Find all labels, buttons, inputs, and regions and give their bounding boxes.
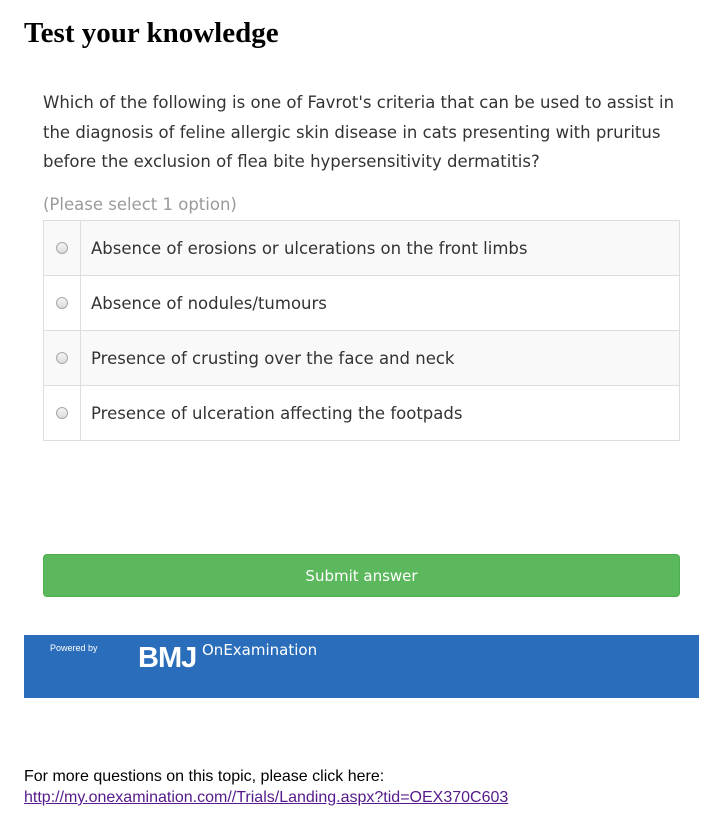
radio-cell bbox=[44, 331, 81, 385]
bmj-logo: BMJ bbox=[138, 642, 197, 674]
select-hint: (Please select 1 option) bbox=[43, 195, 237, 214]
option-row[interactable] bbox=[44, 385, 679, 440]
brand-name: OnExamination bbox=[202, 641, 318, 659]
option-label[interactable]: Absence of nodules/tumours bbox=[91, 293, 327, 313]
options-table bbox=[43, 220, 680, 441]
option-row[interactable] bbox=[44, 275, 679, 330]
radio-button[interactable] bbox=[56, 407, 68, 419]
radio-cell bbox=[44, 221, 81, 275]
radio-button[interactable] bbox=[56, 352, 68, 364]
option-label[interactable]: Presence of crusting over the face and neck bbox=[91, 348, 455, 368]
radio-cell bbox=[44, 386, 81, 440]
submit-answer-button[interactable]: Submit answer bbox=[43, 554, 680, 597]
powered-by-label: Powered by bbox=[50, 643, 98, 653]
radio-cell bbox=[44, 276, 81, 330]
option-row[interactable] bbox=[44, 330, 679, 385]
option-label[interactable]: Absence of erosions or ulcerations on the front limbs bbox=[91, 238, 528, 258]
radio-button[interactable] bbox=[56, 242, 68, 254]
more-questions-link[interactable]: http://my.onexamination.com//Trials/Landing.aspx?tid=OEX370C603 bbox=[24, 789, 509, 806]
question-text: Which of the following is one of Favrot's criteria that can be used to assist in the diagnosis of feline allergic skin disease in cats presenting with pruritus before the exclusion of flea bite hypersensitivity dermatitis? bbox=[43, 93, 675, 171]
page-title: Test your knowledge bbox=[24, 17, 279, 49]
powered-by-banner[interactable] bbox=[24, 635, 699, 698]
radio-button[interactable] bbox=[56, 297, 68, 309]
option-row[interactable] bbox=[44, 221, 679, 275]
option-label[interactable]: Presence of ulceration affecting the footpads bbox=[91, 403, 463, 423]
more-questions-text: For more questions on this topic, please click here: bbox=[24, 768, 385, 785]
